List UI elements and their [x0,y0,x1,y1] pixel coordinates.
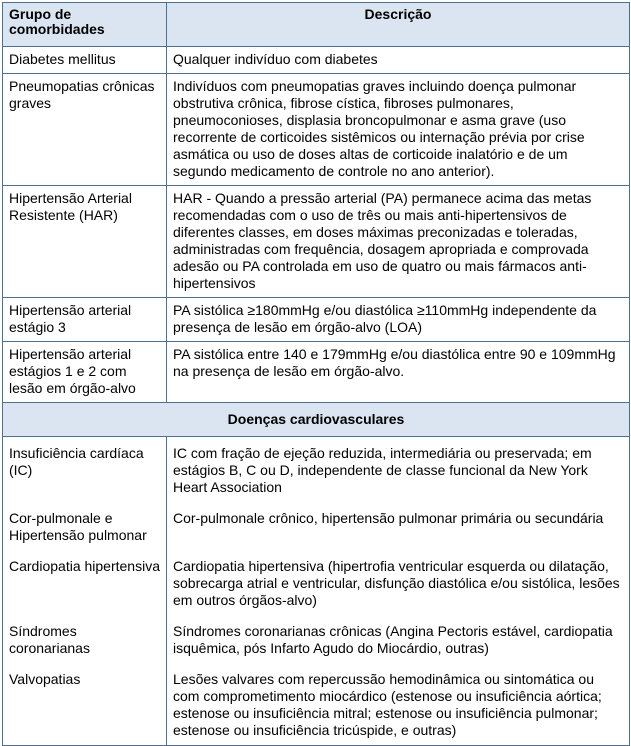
table-row [3,47,630,74]
row-description: Síndromes coronarianas crônicas (Angina Pectoris estável, cardiopatia isquêmica, pós Infarto Agudo do Miocárdio, outras) [167,615,630,663]
table-row [3,74,630,186]
table-header-row [3,3,630,47]
table-row [3,550,630,615]
row-description: PA sistólica entre 140 e 179mmHg e/ou diastólica entre 90 e 109mmHg na presença de lesão em órgão-alvo. [167,342,630,403]
table-row [3,663,630,746]
row-group: Valvopatias [3,663,167,746]
table-row [3,342,630,403]
section-title: Doenças cardiovasculares [3,403,630,437]
row-description: HAR - Quando a pressão arterial (PA) permanece acima das metas recomendadas com o uso de três ou mais anti-hipertensivos de diferentes classes, em doses máximas preconizadas e toleradas, administradas com frequência, dosagem apropriada e comprovada adesão ou PA controlada em uso de quatro ou mais fármacos anti-hipertensivos [167,186,630,298]
row-group: Insuficiência cardíaca (IC) [3,437,167,503]
row-description: Cor-pulmonale crônico, hipertensão pulmonar primária ou secundária [167,502,630,550]
table-row [3,298,630,342]
row-group: Síndromes coronarianas [3,615,167,663]
row-description: IC com fração de ejeção reduzida, intermediária ou preservada; em estágios B, C ou D, independente de classe funcional da New York Heart Association [167,437,630,503]
table-row [3,615,630,663]
row-group: Hipertensão Arterial Resistente (HAR) [3,186,167,298]
section-header-row [3,403,630,437]
table-row [3,502,630,550]
row-group: Diabetes mellitus [3,47,167,74]
header-group: Grupo de comorbidades [3,3,167,47]
comorbidities-table [2,2,630,746]
table-row [3,186,630,298]
row-group: Hipertensão arterial estágio 3 [3,298,167,342]
header-description: Descrição [167,3,630,47]
row-description: PA sistólica ≥180mmHg e/ou diastólica ≥110mmHg independente da presença de lesão em órgão-alvo (LOA) [167,298,630,342]
table-row [3,437,630,503]
row-description: Cardiopatia hipertensiva (hipertrofia ventricular esquerda ou dilatação, sobrecarga atrial e ventricular, disfunção diastólica e/ou sistólica, lesões em outros órgãos-alvo) [167,550,630,615]
row-group: Hipertensão arterial estágios 1 e 2 com lesão em órgão-alvo [3,342,167,403]
row-group: Cor-pulmonale e Hipertensão pulmonar [3,502,167,550]
row-group: Cardiopatia hipertensiva [3,550,167,615]
row-group: Pneumopatias crônicas graves [3,74,167,186]
row-description: Qualquer indivíduo com diabetes [167,47,630,74]
row-description: Indivíduos com pneumopatias graves incluindo doença pulmonar obstrutiva crônica, fibrose cística, fibroses pulmonares, pneumoconioses, displasia broncopulmonar e asma grave (uso recorrente de corticoides sistêmicos ou internação prévia por crise asmática ou uso de doses altas de corticoide inalatório e de um segundo medicamento de controle no ano anterior). [167,74,630,186]
row-description: Lesões valvares com repercussão hemodinâmica ou sintomática ou com comprometimento miocárdico (estenose ou insuficiência aórtica; estenose ou insuficiência mitral; estenose ou insuficiência pulmonar; estenose ou insuficiência tricúspide, e outras) [167,663,630,746]
